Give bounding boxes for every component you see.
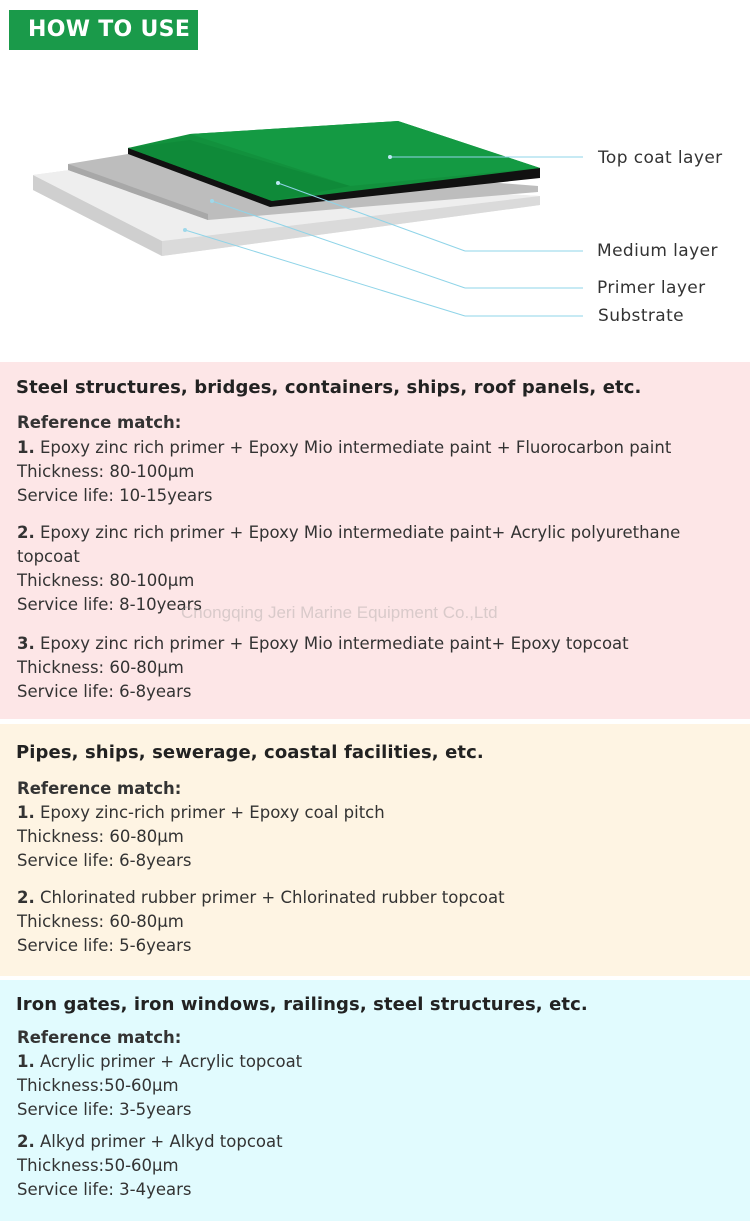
item-description: Epoxy zinc rich primer + Epoxy Mio intermediate paint+ Acrylic polyurethane topcoat (17, 523, 681, 566)
medium-layer-label: Medium layer (597, 241, 718, 261)
list-item (17, 436, 738, 508)
primer-layer-label: Primer layer (597, 278, 706, 298)
item-thickness: Thickness: 60-80μm (17, 827, 184, 846)
item-service-life: Service life: 6-8years (17, 682, 192, 701)
item-description: Epoxy zinc rich primer + Epoxy Mio intermediate paint+ Epoxy topcoat (34, 634, 629, 653)
item-description: Chlorinated rubber primer + Chlorinated rubber topcoat (34, 888, 505, 907)
company-watermark: Chongqing Jeri Marine Equipment Co.,Ltd (181, 603, 498, 622)
item-thickness: Thickness: 60-80μm (17, 658, 184, 677)
item-description: Acrylic primer + Acrylic topcoat (34, 1052, 303, 1071)
item-thickness: Thickness: 60-80μm (17, 912, 184, 931)
item-service-life: Service life: 6-8years (17, 851, 192, 870)
item-description: Epoxy zinc rich primer + Epoxy Mio intermediate paint + Fluorocarbon paint (34, 438, 672, 457)
section-steel-structures (0, 362, 750, 719)
item-thickness: Thickness: 80-100μm (17, 462, 195, 481)
coating-layers-diagram (0, 60, 750, 360)
item-number: 1. (17, 438, 35, 457)
reference-match-label: Reference match: (17, 413, 182, 432)
item-thickness: Thickness:50-60μm (17, 1076, 179, 1095)
list-item (17, 632, 738, 704)
item-thickness: Thickness: 80-100μm (17, 571, 195, 590)
item-number: 1. (17, 803, 35, 822)
reference-match-label: Reference match: (17, 1028, 182, 1047)
reference-match-label: Reference match: (17, 779, 182, 798)
how-to-use-badge: HOW TO USE (9, 10, 198, 50)
item-service-life: Service life: 5-6years (17, 936, 192, 955)
item-description: Alkyd primer + Alkyd topcoat (34, 1132, 283, 1151)
section-pipes-ships (0, 724, 750, 976)
item-service-life: Service life: 3-5years (17, 1100, 192, 1119)
item-number: 2. (17, 888, 35, 907)
item-thickness: Thickness:50-60μm (17, 1156, 179, 1175)
list-item (17, 1050, 738, 1122)
item-service-life: Service life: 8-10years (17, 595, 203, 614)
section-title: Pipes, ships, sewerage, coastal facilities, etc. (16, 742, 484, 763)
top-coat-label: Top coat layer (598, 148, 723, 168)
list-item (17, 1130, 738, 1202)
list-item (17, 886, 738, 958)
section-title: Iron gates, iron windows, railings, steel structures, etc. (16, 994, 588, 1015)
item-service-life: Service life: 3-4years (17, 1180, 192, 1199)
item-number: 1. (17, 1052, 35, 1071)
item-number: 3. (17, 634, 35, 653)
item-number: 2. (17, 523, 35, 542)
substrate-label: Substrate (598, 306, 685, 326)
section-title: Steel structures, bridges, containers, ships, roof panels, etc. (16, 377, 642, 398)
item-service-life: Service life: 10-15years (17, 486, 213, 505)
item-description: Epoxy zinc-rich primer + Epoxy coal pitch (34, 803, 385, 822)
list-item (17, 801, 738, 873)
item-number: 2. (17, 1132, 35, 1151)
section-iron-gates (0, 980, 750, 1221)
